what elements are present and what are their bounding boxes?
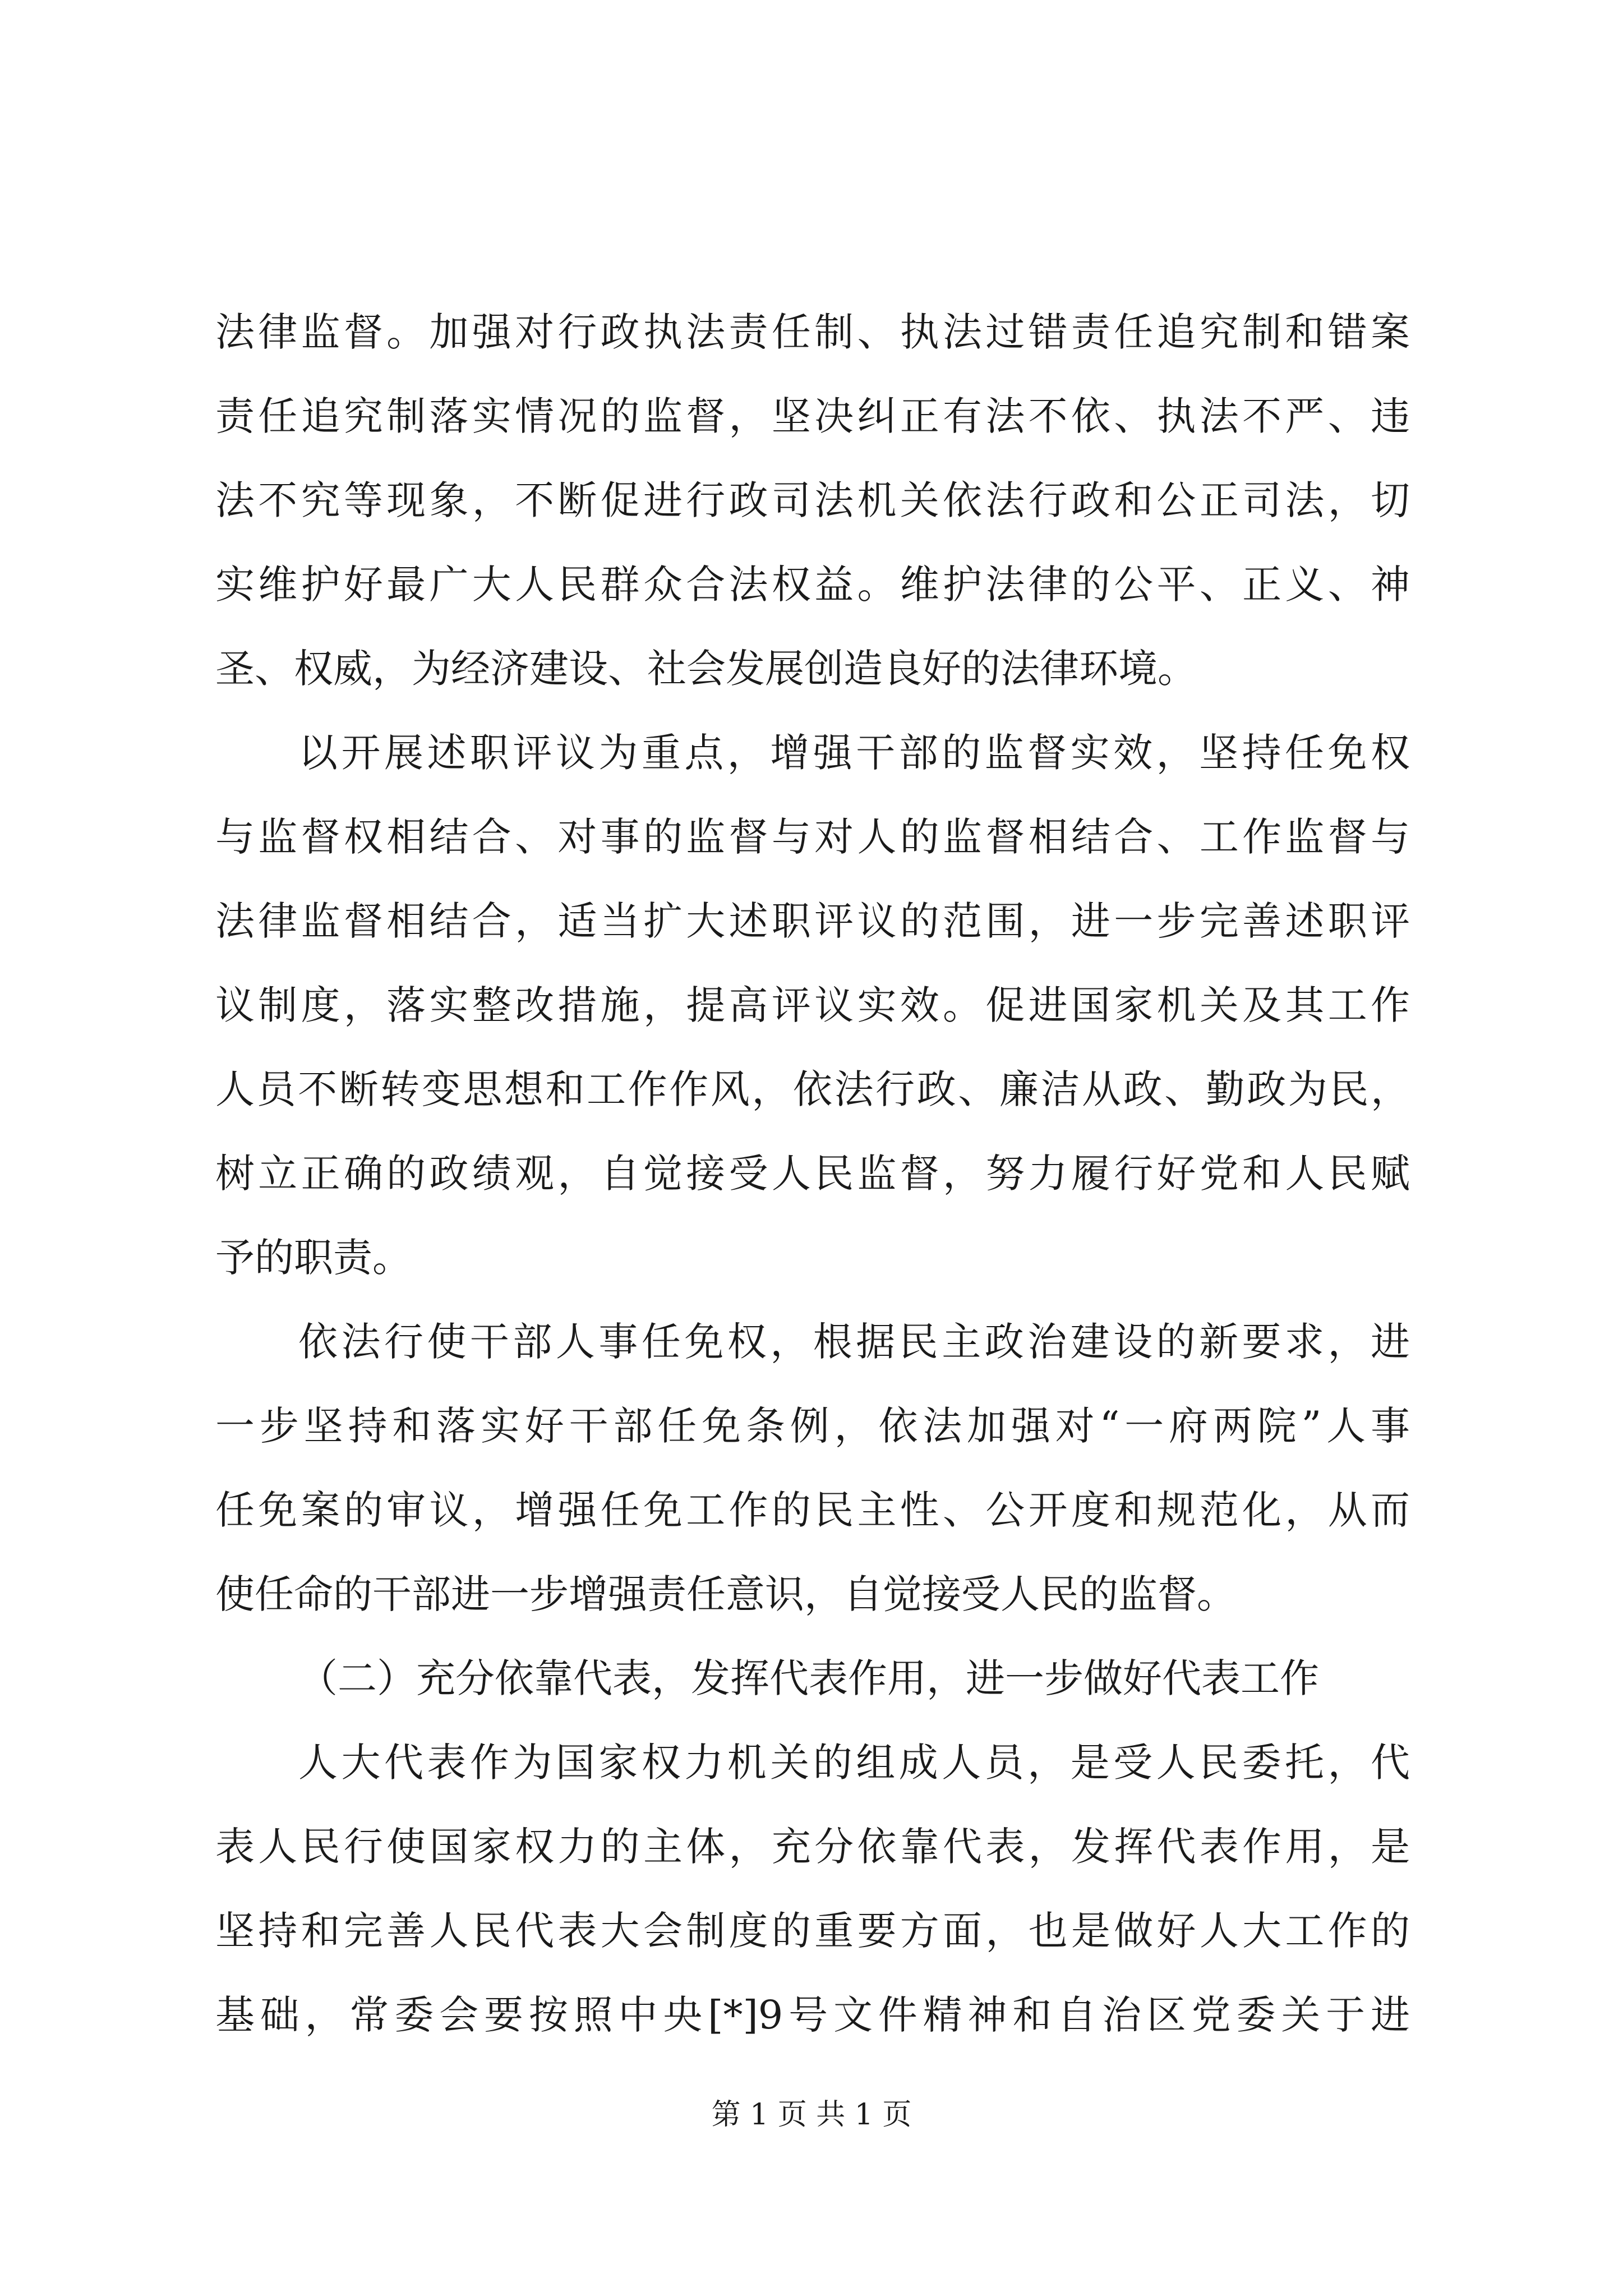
page-number-footer: 第 1 页 共 1 页 <box>711 2098 912 2132</box>
text-line: 一步坚持和落实好干部任免条例，依法加强对“一府两院”人事 <box>215 1403 1410 1449</box>
paragraph-first-line: 人大代表作为国家权力机关的组成人员，是受人民委托，代 <box>298 1740 1410 1786</box>
text-line: 予的职责。 <box>215 1235 412 1281</box>
text-line: 实维护好最广大人民群众合法权益。维护法律的公平、正义、神 <box>215 562 1410 608</box>
text-line: 圣、权威，为经济建设、社会发展创造良好的法律环境。 <box>215 646 1197 692</box>
text-line: 与监督权相结合、对事的监督与对人的监督相结合、工作监督与 <box>215 814 1410 860</box>
text-line: 法律监督相结合，适当扩大述职评议的范围，进一步完善述职评 <box>215 898 1410 944</box>
text-line: 基础，常委会要按照中央[*]9号文件精神和自治区党委关于进 <box>215 1992 1410 2038</box>
section-heading: （二）充分依靠代表，发挥代表作用，进一步做好代表工作 <box>298 1655 1319 1701</box>
paragraph-first-line: 以开展述职评议为重点，增强干部的监督实效，坚持任免权 <box>298 730 1410 776</box>
text-line: 人员不断转变思想和工作作风，依法行政、廉洁从政、勤政为民， <box>215 1066 1410 1112</box>
text-line: 法律监督。加强对行政执法责任制、执法过错责任追究制和错案 <box>215 309 1410 355</box>
text-line: 议制度，落实整改措施，提高评议实效。促进国家机关及其工作 <box>215 982 1410 1028</box>
text-line: 坚持和完善人民代表大会制度的重要方面，也是做好人大工作的 <box>215 1908 1410 1954</box>
text-line: 任免案的审议，增强任免工作的民主性、公开度和规范化，从而 <box>215 1487 1410 1533</box>
paragraph-first-line: 依法行使干部人事任免权，根据民主政治建设的新要求，进 <box>298 1319 1410 1365</box>
text-line: 树立正确的政绩观，自觉接受人民监督，努力履行好党和人民赋 <box>215 1151 1410 1197</box>
text-line: 法不究等现象，不断促进行政司法机关依法行政和公正司法，切 <box>215 477 1410 523</box>
text-line: 责任追究制落实情况的监督，坚决纠正有法不依、执法不严、违 <box>215 393 1410 439</box>
text-line: 使任命的干部进一步增强责任意识，自觉接受人民的监督。 <box>215 1571 1236 1617</box>
text-line: 表人民行使国家权力的主体，充分依靠代表，发挥代表作用，是 <box>215 1824 1410 1870</box>
